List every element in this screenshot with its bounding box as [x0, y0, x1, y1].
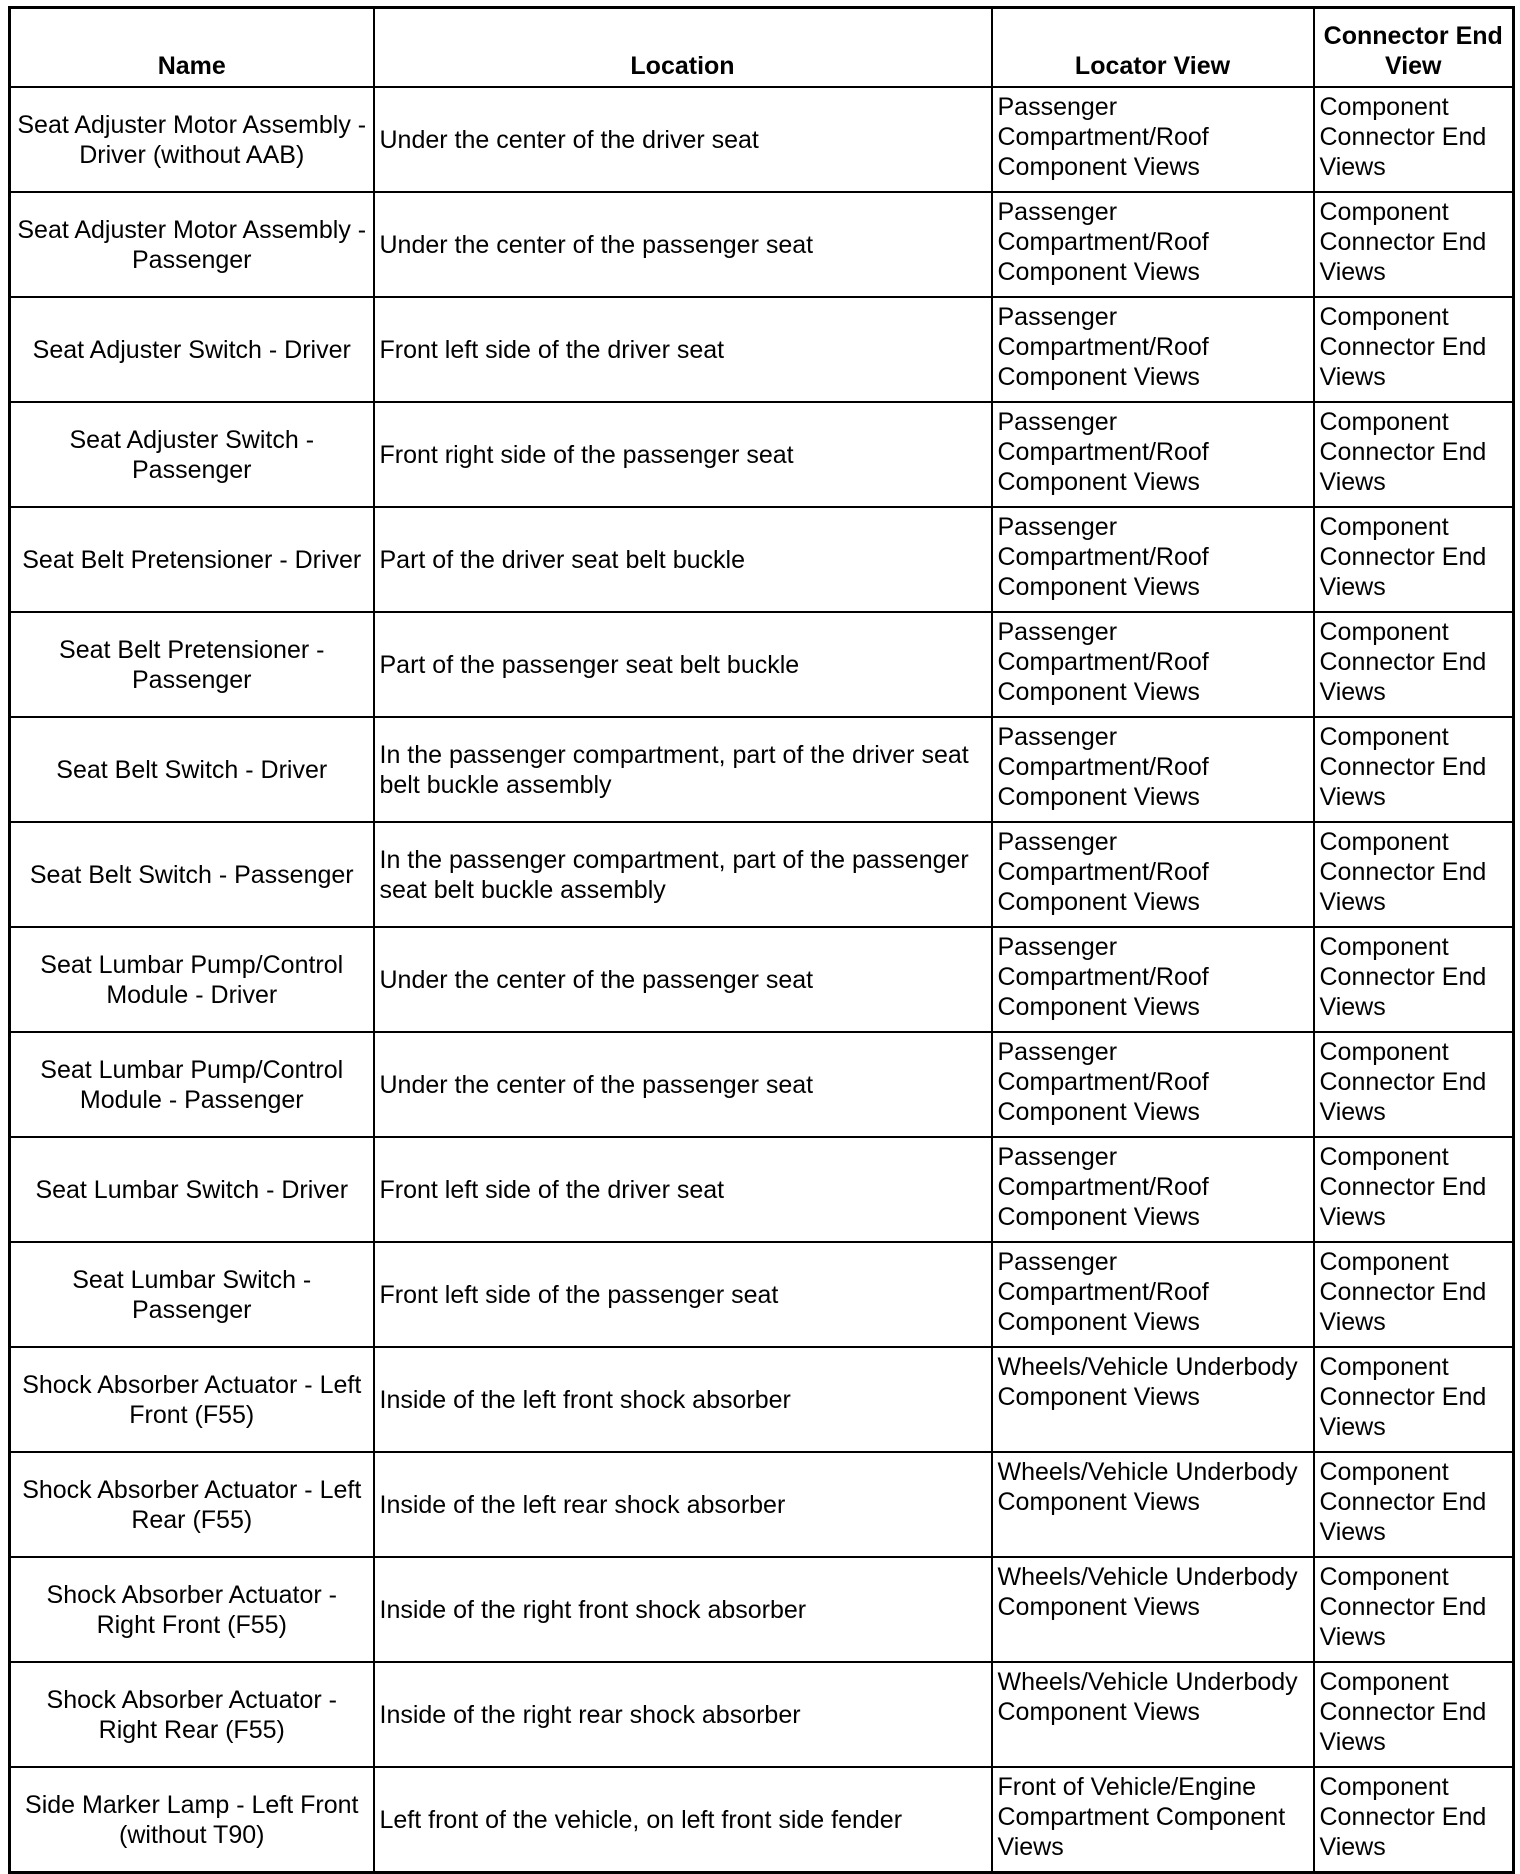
location-cell: Under the center of the driver seat: [374, 87, 992, 192]
connector-end-view-cell: Component Connector End Views: [1314, 87, 1514, 192]
locator-view-cell: Passenger Compartment/Roof Component Views: [992, 507, 1314, 612]
table-row: [10, 402, 1514, 507]
connector-end-view-cell: Component Connector End Views: [1314, 1662, 1514, 1767]
name-cell: Seat Belt Pretensioner - Passenger: [10, 612, 374, 717]
table-row: [10, 1242, 1514, 1347]
table-row: [10, 717, 1514, 822]
name-cell: Seat Adjuster Switch - Driver: [10, 297, 374, 402]
table-row: [10, 1767, 1514, 1873]
name-cell: Seat Lumbar Switch - Driver: [10, 1137, 374, 1242]
location-cell: Inside of the right front shock absorber: [374, 1557, 992, 1662]
name-cell: Seat Belt Switch - Passenger: [10, 822, 374, 927]
location-cell: In the passenger compartment, part of the driver seat belt buckle assembly: [374, 717, 992, 822]
table-row: [10, 1452, 1514, 1557]
connector-end-view-cell: Component Connector End Views: [1314, 1557, 1514, 1662]
location-cell: Inside of the left rear shock absorber: [374, 1452, 992, 1557]
location-cell: Front right side of the passenger seat: [374, 402, 992, 507]
connector-end-view-cell: Component Connector End Views: [1314, 822, 1514, 927]
header-name: Name: [10, 8, 374, 88]
connector-end-view-cell: Component Connector End Views: [1314, 192, 1514, 297]
header-locator-view: Locator View: [992, 8, 1314, 88]
table-row: [10, 927, 1514, 1032]
locator-view-cell: Wheels/Vehicle Underbody Component Views: [992, 1452, 1314, 1557]
locator-view-cell: Wheels/Vehicle Underbody Component Views: [992, 1557, 1314, 1662]
name-cell: Shock Absorber Actuator - Right Front (F55): [10, 1557, 374, 1662]
name-cell: Seat Belt Switch - Driver: [10, 717, 374, 822]
location-cell: Front left side of the driver seat: [374, 1137, 992, 1242]
location-cell: Front left side of the driver seat: [374, 297, 992, 402]
location-cell: In the passenger compartment, part of the passenger seat belt buckle assembly: [374, 822, 992, 927]
location-cell: Inside of the right rear shock absorber: [374, 1662, 992, 1767]
location-cell: Part of the driver seat belt buckle: [374, 507, 992, 612]
name-cell: Shock Absorber Actuator - Left Front (F55): [10, 1347, 374, 1452]
name-cell: Shock Absorber Actuator - Left Rear (F55): [10, 1452, 374, 1557]
connector-end-view-cell: Component Connector End Views: [1314, 1452, 1514, 1557]
component-locator-table: [8, 6, 1515, 1874]
connector-end-view-cell: Component Connector End Views: [1314, 1767, 1514, 1873]
locator-view-cell: Front of Vehicle/Engine Compartment Component Views: [992, 1767, 1314, 1873]
locator-view-cell: Passenger Compartment/Roof Component Views: [992, 927, 1314, 1032]
location-cell: Part of the passenger seat belt buckle: [374, 612, 992, 717]
locator-view-cell: Passenger Compartment/Roof Component Views: [992, 402, 1314, 507]
name-cell: Seat Belt Pretensioner - Driver: [10, 507, 374, 612]
header-location: Location: [374, 8, 992, 88]
table-row: [10, 87, 1514, 192]
connector-end-view-cell: Component Connector End Views: [1314, 507, 1514, 612]
location-cell: Inside of the left front shock absorber: [374, 1347, 992, 1452]
name-cell: Seat Adjuster Motor Assembly - Driver (without AAB): [10, 87, 374, 192]
location-cell: Front left side of the passenger seat: [374, 1242, 992, 1347]
name-cell: Shock Absorber Actuator - Right Rear (F55): [10, 1662, 374, 1767]
location-cell: Under the center of the passenger seat: [374, 927, 992, 1032]
connector-end-view-cell: Component Connector End Views: [1314, 1032, 1514, 1137]
locator-view-cell: Passenger Compartment/Roof Component Views: [992, 612, 1314, 717]
header-row: [10, 8, 1514, 88]
locator-view-cell: Wheels/Vehicle Underbody Component Views: [992, 1662, 1314, 1767]
locator-view-cell: Passenger Compartment/Roof Component Views: [992, 822, 1314, 927]
connector-end-view-cell: Component Connector End Views: [1314, 402, 1514, 507]
table-row: [10, 1347, 1514, 1452]
table-row: [10, 1662, 1514, 1767]
table-row: [10, 192, 1514, 297]
locator-view-cell: Passenger Compartment/Roof Component Views: [992, 297, 1314, 402]
table-row: [10, 1137, 1514, 1242]
location-cell: Under the center of the passenger seat: [374, 1032, 992, 1137]
locator-view-cell: Wheels/Vehicle Underbody Component Views: [992, 1347, 1314, 1452]
name-cell: Seat Lumbar Pump/Control Module - Passenger: [10, 1032, 374, 1137]
connector-end-view-cell: Component Connector End Views: [1314, 612, 1514, 717]
location-cell: Left front of the vehicle, on left front side fender: [374, 1767, 992, 1873]
table-row: [10, 822, 1514, 927]
location-cell: Under the center of the passenger seat: [374, 192, 992, 297]
locator-view-cell: Passenger Compartment/Roof Component Views: [992, 1137, 1314, 1242]
connector-end-view-cell: Component Connector End Views: [1314, 297, 1514, 402]
locator-view-cell: Passenger Compartment/Roof Component Views: [992, 1032, 1314, 1137]
locator-view-cell: Passenger Compartment/Roof Component Views: [992, 192, 1314, 297]
header-connector-end-view: Connector End View: [1314, 8, 1514, 88]
name-cell: Seat Lumbar Pump/Control Module - Driver: [10, 927, 374, 1032]
locator-view-cell: Passenger Compartment/Roof Component Views: [992, 87, 1314, 192]
connector-end-view-cell: Component Connector End Views: [1314, 1347, 1514, 1452]
name-cell: Seat Adjuster Motor Assembly - Passenger: [10, 192, 374, 297]
locator-view-cell: Passenger Compartment/Roof Component Views: [992, 1242, 1314, 1347]
table-header: [10, 8, 1514, 88]
table-row: [10, 297, 1514, 402]
table-row: [10, 612, 1514, 717]
table-row: [10, 507, 1514, 612]
table-body: [10, 87, 1514, 1873]
table-row: [10, 1557, 1514, 1662]
connector-end-view-cell: Component Connector End Views: [1314, 927, 1514, 1032]
locator-view-cell: Passenger Compartment/Roof Component Views: [992, 717, 1314, 822]
name-cell: Side Marker Lamp - Left Front (without T90): [10, 1767, 374, 1873]
connector-end-view-cell: Component Connector End Views: [1314, 1137, 1514, 1242]
connector-end-view-cell: Component Connector End Views: [1314, 717, 1514, 822]
connector-end-view-cell: Component Connector End Views: [1314, 1242, 1514, 1347]
name-cell: Seat Adjuster Switch - Passenger: [10, 402, 374, 507]
name-cell: Seat Lumbar Switch - Passenger: [10, 1242, 374, 1347]
table-row: [10, 1032, 1514, 1137]
